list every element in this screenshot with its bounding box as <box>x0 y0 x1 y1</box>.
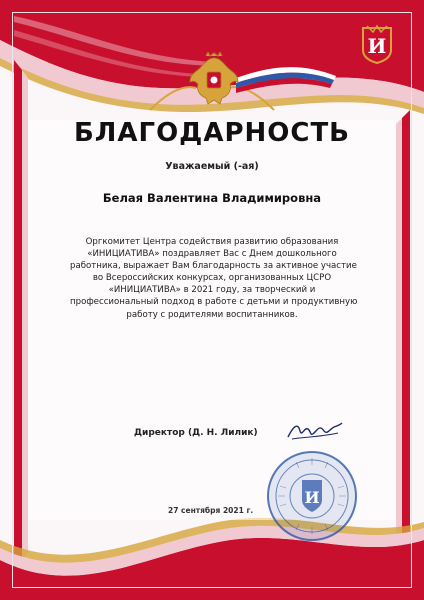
official-seal <box>266 450 358 542</box>
certificate-body <box>70 236 358 321</box>
greeting: Уважаемый (-ая) <box>165 161 259 172</box>
initiativa-logo-icon <box>357 24 397 64</box>
body-line: Оргкомитет Центра содействия развитию образования <box>85 237 339 247</box>
body-line: во Всероссийских конкурсах, организованных ЦСРО <box>92 273 332 284</box>
issue-date: 27 сентября 2021 г. <box>168 506 254 515</box>
handwritten-signature <box>284 417 344 443</box>
body-line: профессиональный подход в работе с детьми и продуктивную <box>70 297 358 308</box>
body-line: работника, выражает Вам благодарность за активное участие <box>70 261 357 272</box>
body-line: «ИНИЦИАТИВА» в 2021 году, за творческий и <box>108 285 316 296</box>
russian-coat-of-arms-icon <box>188 52 240 112</box>
signatory-label: Директор (Д. Н. Лилик) <box>134 428 258 438</box>
body-line: «ИНИЦИАТИВА» поздравляет Вас с Днем дошкольного <box>87 249 337 260</box>
recipient-name: Белая Валентина Владимировна <box>102 191 322 205</box>
certificate-title: БЛАГОДАРНОСТЬ <box>73 118 351 148</box>
svg-text:И: И <box>304 488 320 507</box>
logo-letter: И <box>367 34 387 58</box>
body-line: работу с родителями воспитанников. <box>126 309 298 320</box>
